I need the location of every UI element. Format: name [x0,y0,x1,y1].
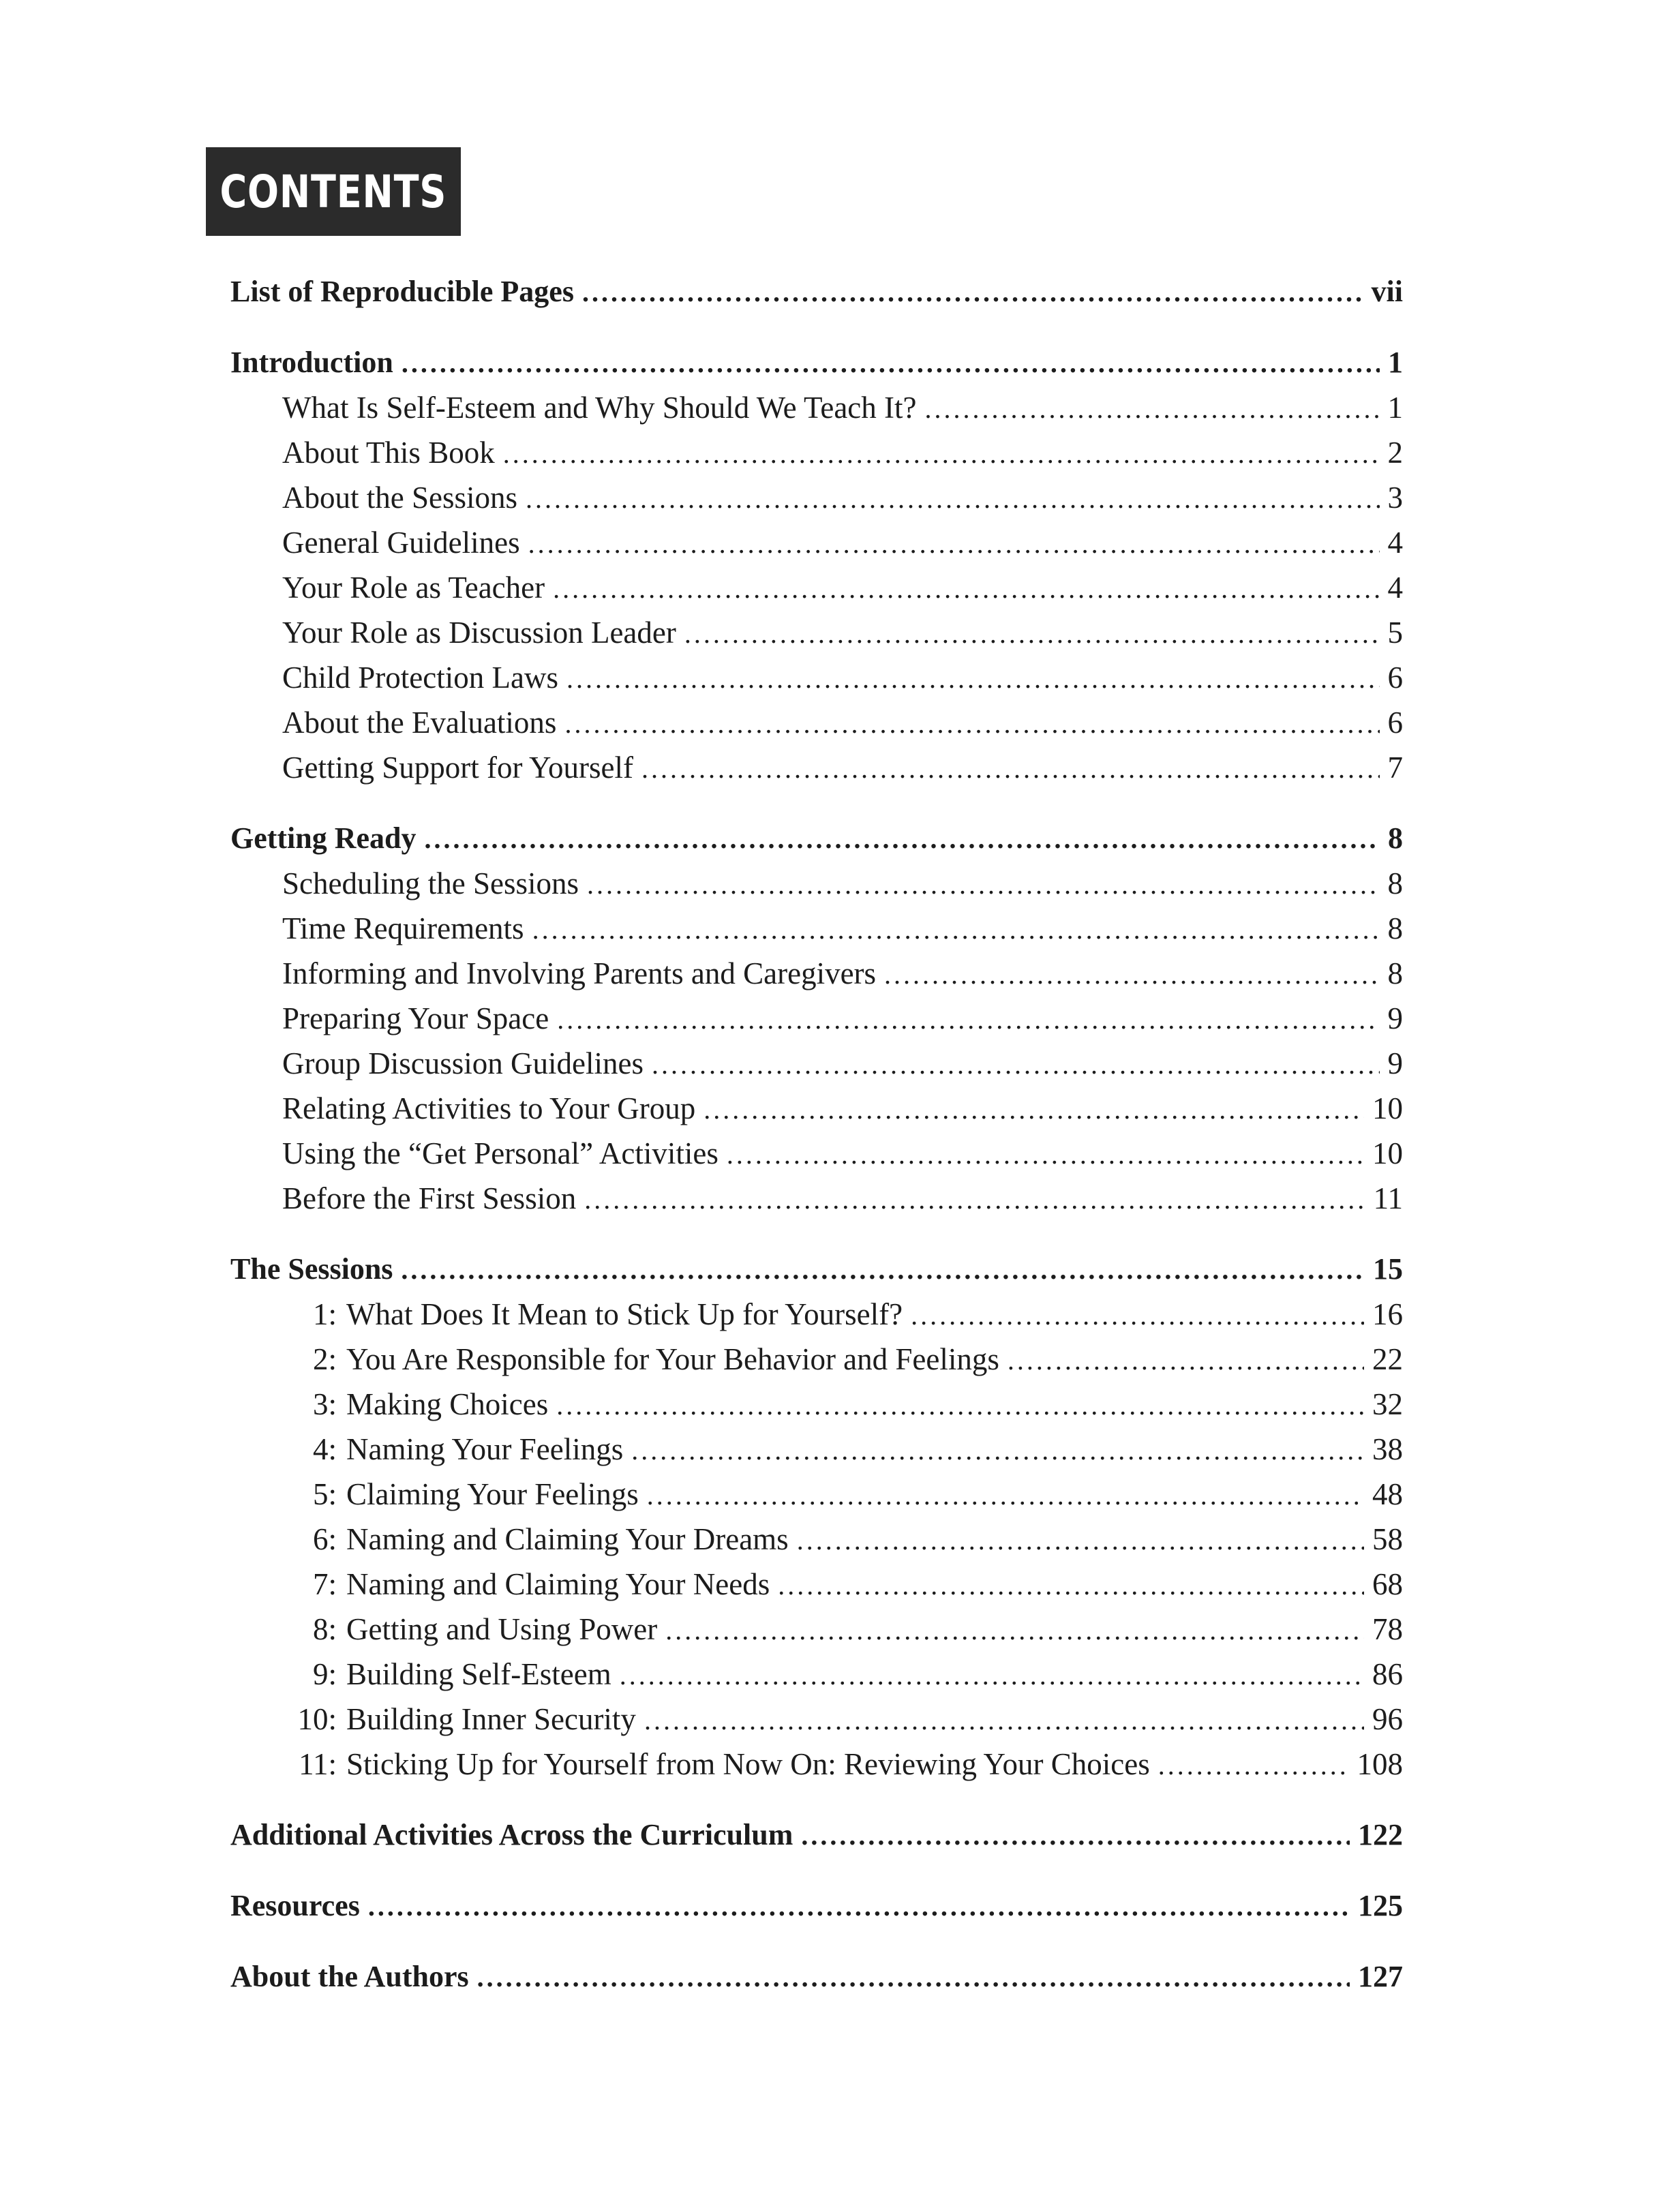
session-title: What Does It Mean to Stick Up for Yourself? [346,1297,903,1331]
toc-sub-entry[interactable] [230,475,1403,520]
session-number: 2: [312,1342,337,1376]
toc-session-entry[interactable] [230,1742,1403,1787]
session-title: Naming Your Feelings [346,1432,624,1466]
session-number: 6: [312,1522,337,1556]
dot-leader [425,817,1380,862]
toc-entry-title: Resources [230,1889,360,1922]
dot-leader [631,1428,1364,1473]
dot-leader [797,1518,1364,1563]
toc-page-number: 8 [1387,866,1403,900]
dot-leader [647,1473,1364,1518]
dot-leader [582,270,1363,315]
toc-page-number: 4 [1387,526,1403,560]
toc-sub-entry[interactable] [230,385,1403,430]
toc-session-entry[interactable] [230,1652,1403,1697]
toc-entry-title: Relating Activities to Your Group [282,1091,696,1125]
toc-sub-entry[interactable] [230,745,1403,790]
toc-sub-entry[interactable] [230,1041,1403,1086]
toc-main-entry[interactable] [230,816,1403,861]
toc-entry-title: About the Sessions [282,481,518,515]
dot-leader [477,1955,1350,2000]
toc-entry-title [282,1337,999,1382]
toc-page-number: vii [1371,275,1403,308]
dot-leader [566,656,1380,701]
dot-leader [644,1698,1364,1743]
toc-page-number: 96 [1372,1702,1403,1736]
toc-section [230,1247,1403,1787]
dot-leader [401,1247,1365,1292]
toc-page-number: 3 [1387,481,1403,515]
toc-page-number: 8 [1388,821,1403,855]
toc-entry-title [282,1607,657,1652]
session-title: Sticking Up for Yourself from Now On: Reviewing Your Choices [346,1747,1150,1781]
dot-leader [727,1132,1364,1177]
toc-entry-title [282,1742,1150,1787]
toc-main-entry[interactable] [230,1954,1403,1999]
session-number: 5: [312,1477,337,1511]
toc-section [230,1954,1403,1999]
toc-sub-entry[interactable] [230,565,1403,610]
toc-page-number: 4 [1387,571,1403,605]
session-number: 3: [312,1387,337,1421]
toc-sub-entry[interactable] [230,430,1403,475]
toc-page-number: 6 [1387,661,1403,695]
toc-page-number: 9 [1387,1001,1403,1035]
toc-entry-title [282,1382,548,1427]
dot-leader [641,746,1380,791]
toc-page-number: 5 [1387,616,1403,650]
toc-page-number: 7 [1387,751,1403,785]
session-title: Getting and Using Power [346,1612,658,1646]
session-title: Building Inner Security [346,1702,636,1736]
toc-sub-entry[interactable] [230,655,1403,700]
toc-page-number: 86 [1372,1657,1403,1691]
toc-entry-title: Introduction [230,346,393,379]
toc-session-entry[interactable] [230,1607,1403,1652]
session-title: Building Self-Esteem [346,1657,611,1691]
session-title: Claiming Your Feelings [346,1477,639,1511]
dot-leader [526,476,1379,521]
session-number: 11: [299,1747,337,1781]
toc-page-number: 38 [1372,1432,1403,1466]
dot-leader [1008,1338,1364,1383]
toc-entry-title: Before the First Session [282,1181,577,1215]
dot-leader [532,907,1380,952]
toc-entry-title [282,1517,789,1562]
toc-entry-title: Getting Ready [230,821,417,855]
toc-entry-title: About the Evaluations [282,706,557,740]
toc-sub-entry[interactable] [230,1086,1403,1131]
dot-leader [564,701,1379,746]
toc-page-number: 32 [1372,1387,1403,1421]
toc-page-number: 8 [1387,956,1403,990]
toc-page-number: 1 [1387,391,1403,425]
toc-sub-entry[interactable] [230,996,1403,1041]
toc-entry-title: Group Discussion Guidelines [282,1046,644,1080]
toc-session-entry[interactable] [230,1562,1403,1607]
toc-session-entry[interactable] [230,1472,1403,1517]
dot-leader [665,1608,1364,1653]
toc-session-entry[interactable] [230,1427,1403,1472]
toc-session-entry[interactable] [230,1292,1403,1337]
dot-leader [503,431,1380,476]
dot-leader [684,611,1380,656]
toc-entry-title [282,1472,639,1517]
toc-sub-entry[interactable] [230,520,1403,565]
dot-leader [368,1884,1350,1929]
toc-sub-entry[interactable] [230,951,1403,996]
toc-entry-title: Informing and Involving Parents and Caregivers [282,956,877,990]
toc-page-number: 11 [1373,1181,1403,1215]
toc-entry-title: About This Book [282,436,495,470]
toc-entry-title: What Is Self-Esteem and Why Should We Teach It? [282,391,917,425]
session-number: 10: [297,1702,337,1736]
session-number: 4: [312,1432,337,1466]
toc-page-number: 58 [1372,1522,1403,1556]
dot-leader [620,1653,1364,1698]
toc-page-number: 8 [1387,911,1403,945]
contents-heading: CONTENTS [220,165,447,218]
toc-entry-title: General Guidelines [282,526,520,560]
session-number: 1: [312,1297,337,1331]
toc-page-number: 68 [1372,1567,1403,1601]
toc-page-number: 127 [1358,1960,1403,1993]
toc-entry-title: Scheduling the Sessions [282,866,579,900]
toc-page-number: 2 [1387,436,1403,470]
toc-sub-entry[interactable] [230,1131,1403,1176]
session-number: 9: [312,1657,337,1691]
toc-section [230,816,1403,1221]
toc-sub-entry[interactable] [230,700,1403,745]
toc-entry-title [282,1427,623,1472]
toc-entry-title [282,1697,636,1742]
dot-leader [778,1563,1364,1608]
dot-leader [884,952,1379,997]
toc-session-entry[interactable] [230,1337,1403,1382]
dot-leader [924,387,1379,431]
toc-entry-title: List of Reproducible Pages [230,275,574,308]
toc-entry-title: Getting Support for Yourself [282,751,633,785]
dot-leader [402,341,1380,386]
toc-session-entry[interactable] [230,1382,1403,1427]
dot-leader [557,997,1379,1042]
toc-sub-entry[interactable] [230,1176,1403,1221]
toc-session-entry[interactable] [230,1517,1403,1562]
toc-main-entry[interactable] [230,340,1403,385]
toc-sub-entry[interactable] [230,906,1403,951]
toc-entry-title: Your Role as Discussion Leader [282,616,676,650]
toc-main-entry[interactable] [230,1883,1403,1928]
toc-page-number: 48 [1372,1477,1403,1511]
toc-main-entry[interactable] [230,269,1403,314]
toc-section [230,1883,1403,1928]
toc-page-number: 1 [1388,346,1403,379]
dot-leader [587,862,1380,907]
toc-entry-title: Preparing Your Space [282,1001,549,1035]
toc-entry-title: Child Protection Laws [282,661,558,695]
toc-section [230,340,1403,790]
toc-section [230,269,1403,314]
toc-entry-title: Using the “Get Personal” Activities [282,1136,718,1170]
dot-leader [911,1293,1364,1338]
dot-leader [652,1042,1380,1087]
session-title: You Are Responsible for Your Behavior and Feelings [346,1342,999,1376]
toc-page-number: 9 [1387,1046,1403,1080]
toc-entry-title [282,1652,611,1697]
toc-page-number: 6 [1387,706,1403,740]
toc-page-number: 122 [1358,1818,1403,1851]
toc-page-number: 78 [1372,1612,1403,1646]
toc-section [230,1813,1403,1858]
dot-leader [528,521,1380,566]
toc-entry-title: The Sessions [230,1252,393,1286]
session-title: Making Choices [346,1387,549,1421]
toc-entry-title [282,1562,770,1607]
toc-main-entry[interactable] [230,1247,1403,1292]
dot-leader [556,1383,1364,1428]
toc-main-entry[interactable] [230,1813,1403,1858]
session-title: Naming and Claiming Your Dreams [346,1522,789,1556]
dot-leader [801,1813,1350,1858]
toc-sub-entry[interactable] [230,861,1403,906]
toc-session-entry[interactable] [230,1697,1403,1742]
toc-page-number: 10 [1372,1136,1403,1170]
toc-entry-title: About the Authors [230,1960,469,1993]
contents-heading-box [206,147,461,236]
session-title: Naming and Claiming Your Needs [346,1567,770,1601]
toc-sub-entry[interactable] [230,610,1403,655]
toc-page-number: 16 [1372,1297,1403,1331]
session-number: 7: [312,1567,337,1601]
dot-leader [553,566,1379,611]
toc-page-number: 15 [1373,1252,1403,1286]
toc-entry-title: Additional Activities Across the Curriculum [230,1818,793,1851]
toc-entry-title: Time Requirements [282,911,524,945]
session-number: 8: [312,1612,337,1646]
dot-leader [704,1087,1364,1132]
toc-entry-title: Your Role as Teacher [282,571,545,605]
toc-entry-title [282,1292,903,1337]
dot-leader [584,1177,1365,1222]
toc-page-number: 22 [1372,1342,1403,1376]
toc-page-number: 108 [1357,1747,1403,1781]
toc-page-number: 125 [1358,1889,1403,1922]
dot-leader [1158,1743,1349,1788]
toc-page-number: 10 [1372,1091,1403,1125]
table-of-contents [230,269,1403,2025]
